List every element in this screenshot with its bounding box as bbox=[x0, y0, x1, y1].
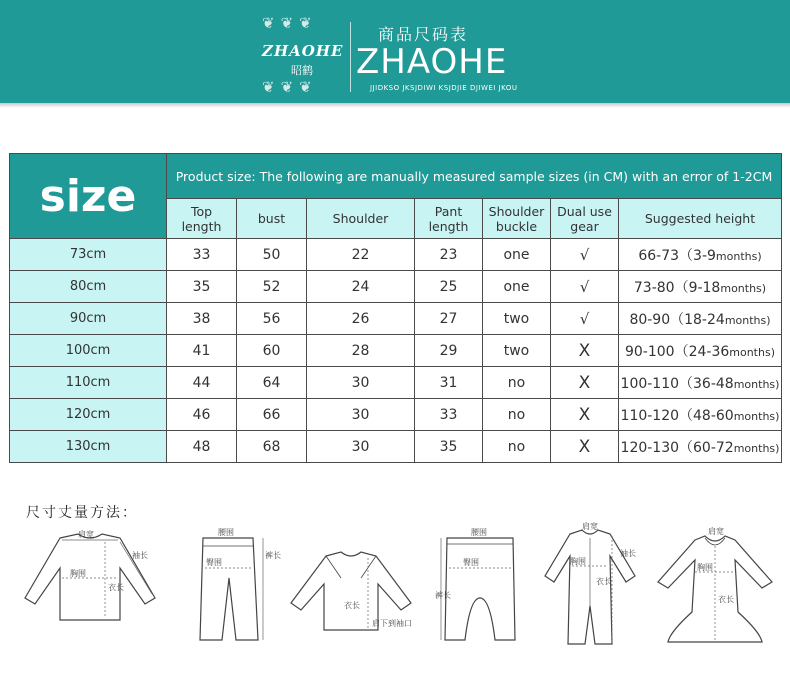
months-suffix: months) bbox=[733, 441, 780, 455]
brand-tagline: JJIDKSO JKSJDIWI KSJDJIE DJIWEI JKOU bbox=[370, 84, 518, 92]
label-chest: 胸围 bbox=[697, 563, 713, 572]
size-chart-title-cn: 商品尺码表 bbox=[378, 25, 469, 44]
diagram-dress bbox=[650, 527, 780, 648]
label-hip: 臀围 bbox=[206, 558, 222, 567]
suggested-height-cell bbox=[619, 431, 782, 463]
dual-use-cell: X bbox=[551, 335, 619, 367]
label-shoulder-width: 肩宽 bbox=[582, 522, 598, 531]
banner-shadow bbox=[0, 103, 790, 108]
top-length-cell: 33 bbox=[167, 239, 237, 271]
months-suffix: months) bbox=[720, 281, 767, 295]
col-header-shoulder-buckle: Shoulder buckle bbox=[483, 199, 551, 239]
table-row bbox=[10, 303, 782, 335]
top-length-cell: 46 bbox=[167, 399, 237, 431]
suggested-height-cell bbox=[619, 303, 782, 335]
col-header-pant-length: Pant length bbox=[415, 199, 483, 239]
table-row bbox=[10, 431, 782, 463]
shoulder-cell: 30 bbox=[307, 431, 415, 463]
label-hip: 臀围 bbox=[463, 558, 479, 567]
col-header-suggested-height: Suggested height bbox=[619, 199, 782, 239]
pant-length-cell: 25 bbox=[415, 271, 483, 303]
ornament-bottom-left: ❦❦❦ bbox=[262, 78, 318, 96]
top-length-cell: 41 bbox=[167, 335, 237, 367]
measure-method-title: 尺寸丈量方法： bbox=[26, 505, 138, 521]
bust-cell: 60 bbox=[237, 335, 307, 367]
dual-use-cell: X bbox=[551, 399, 619, 431]
table-note: Product size: The following are manually measured sample sizes (in CM) with an error of 1-2CM bbox=[167, 154, 782, 199]
pant-length-cell: 33 bbox=[415, 399, 483, 431]
months-suffix: months) bbox=[729, 345, 775, 359]
col-header-bust: bust bbox=[237, 199, 307, 239]
months-suffix: months) bbox=[733, 377, 780, 391]
height-range: 80-90（18-24 bbox=[629, 311, 725, 328]
label-body-length: 衣长 bbox=[596, 577, 612, 586]
label-body-length: 衣长 bbox=[344, 601, 360, 610]
months-suffix: months) bbox=[715, 249, 762, 263]
label-pant-length: 裤长 bbox=[265, 551, 281, 560]
ornament-top-left: ❦❦❦ bbox=[262, 14, 318, 32]
brand-name: ZHAOHE bbox=[356, 42, 508, 82]
bust-cell: 64 bbox=[237, 367, 307, 399]
suggested-height-cell bbox=[619, 239, 782, 271]
diagram-romper bbox=[540, 522, 640, 652]
pant-length-cell: 31 bbox=[415, 367, 483, 399]
bust-cell: 50 bbox=[237, 239, 307, 271]
label-shoulder-width: 肩宽 bbox=[78, 530, 94, 539]
row-size-cell: 80cm bbox=[10, 271, 167, 303]
table-row bbox=[10, 367, 782, 399]
shoulder-cell: 26 bbox=[307, 303, 415, 335]
col-header-shoulder: Shoulder bbox=[307, 199, 415, 239]
row-size-cell: 73cm bbox=[10, 239, 167, 271]
shoulder-buckle-cell: two bbox=[483, 335, 551, 367]
row-size-cell: 100cm bbox=[10, 335, 167, 367]
dual-use-cell: X bbox=[551, 367, 619, 399]
dual-use-cell: √ bbox=[551, 239, 619, 271]
top-length-cell: 35 bbox=[167, 271, 237, 303]
shoulder-cell: 30 bbox=[307, 399, 415, 431]
pant-length-cell: 23 bbox=[415, 239, 483, 271]
shoulder-buckle-cell: no bbox=[483, 367, 551, 399]
height-range: 66-73（3-9 bbox=[638, 247, 716, 264]
table-row bbox=[10, 335, 782, 367]
label-chest: 胸围 bbox=[570, 557, 586, 566]
shoulder-buckle-cell: no bbox=[483, 399, 551, 431]
row-size-cell: 110cm bbox=[10, 367, 167, 399]
bust-cell: 66 bbox=[237, 399, 307, 431]
shoulder-cell: 24 bbox=[307, 271, 415, 303]
col-header-dual-use: Dual use gear bbox=[551, 199, 619, 239]
label-waist: 腰围 bbox=[471, 528, 487, 537]
size-label: size bbox=[10, 154, 167, 239]
bust-cell: 56 bbox=[237, 303, 307, 335]
bust-cell: 52 bbox=[237, 271, 307, 303]
dual-use-cell: √ bbox=[551, 303, 619, 335]
size-chart-table bbox=[9, 153, 782, 463]
header-divider bbox=[350, 22, 351, 92]
shoulder-cell: 28 bbox=[307, 335, 415, 367]
shoulder-buckle-cell: two bbox=[483, 303, 551, 335]
logo-subtext: 昭鹤 bbox=[291, 64, 313, 77]
col-header-top-length: Top length bbox=[167, 199, 237, 239]
table-row bbox=[10, 271, 782, 303]
label-shoulder-width: 肩宽 bbox=[708, 527, 724, 536]
suggested-height-cell bbox=[619, 271, 782, 303]
shoulder-cell: 30 bbox=[307, 367, 415, 399]
header-banner bbox=[0, 0, 790, 103]
diagram-raglan-top bbox=[286, 548, 416, 638]
logo-text: ZHAOHE bbox=[262, 42, 344, 60]
diagram-long-sleeve-top bbox=[20, 528, 160, 628]
row-size-cell: 130cm bbox=[10, 431, 167, 463]
dual-use-cell: √ bbox=[551, 271, 619, 303]
shoulder-cell: 22 bbox=[307, 239, 415, 271]
pant-length-cell: 29 bbox=[415, 335, 483, 367]
pant-length-cell: 27 bbox=[415, 303, 483, 335]
height-range: 100-110（36-48 bbox=[620, 375, 734, 392]
label-waist: 腰围 bbox=[218, 528, 234, 537]
label-sleeve-length: 袖长 bbox=[620, 549, 636, 558]
label-raglan-sleeve: 肩下到袖口 bbox=[372, 619, 412, 628]
label-body-length: 衣长 bbox=[108, 583, 124, 592]
height-range: 90-100（24-36 bbox=[624, 343, 730, 360]
height-range: 73-80（9-18 bbox=[633, 279, 721, 296]
shoulder-buckle-cell: one bbox=[483, 239, 551, 271]
label-pant-length: 裤长 bbox=[435, 591, 451, 600]
suggested-height-cell bbox=[619, 367, 782, 399]
table-row bbox=[10, 399, 782, 431]
bust-cell: 68 bbox=[237, 431, 307, 463]
label-chest: 胸围 bbox=[70, 569, 86, 578]
diagram-pants bbox=[188, 528, 281, 648]
top-length-cell: 48 bbox=[167, 431, 237, 463]
dual-use-cell: X bbox=[551, 431, 619, 463]
pant-length-cell: 35 bbox=[415, 431, 483, 463]
height-range: 110-120（48-60 bbox=[620, 407, 734, 424]
row-size-cell: 90cm bbox=[10, 303, 167, 335]
top-length-cell: 44 bbox=[167, 367, 237, 399]
suggested-height-cell bbox=[619, 335, 782, 367]
diagram-baby-pants bbox=[435, 528, 530, 648]
height-range: 120-130（60-72 bbox=[620, 439, 734, 456]
suggested-height-cell bbox=[619, 399, 782, 431]
shoulder-buckle-cell: no bbox=[483, 431, 551, 463]
row-size-cell: 120cm bbox=[10, 399, 167, 431]
months-suffix: months) bbox=[733, 409, 780, 423]
top-length-cell: 38 bbox=[167, 303, 237, 335]
table-row bbox=[10, 239, 782, 271]
shoulder-buckle-cell: one bbox=[483, 271, 551, 303]
label-body-length: 衣长 bbox=[718, 595, 734, 604]
label-sleeve-length: 袖长 bbox=[132, 551, 148, 560]
months-suffix: months) bbox=[724, 313, 771, 327]
